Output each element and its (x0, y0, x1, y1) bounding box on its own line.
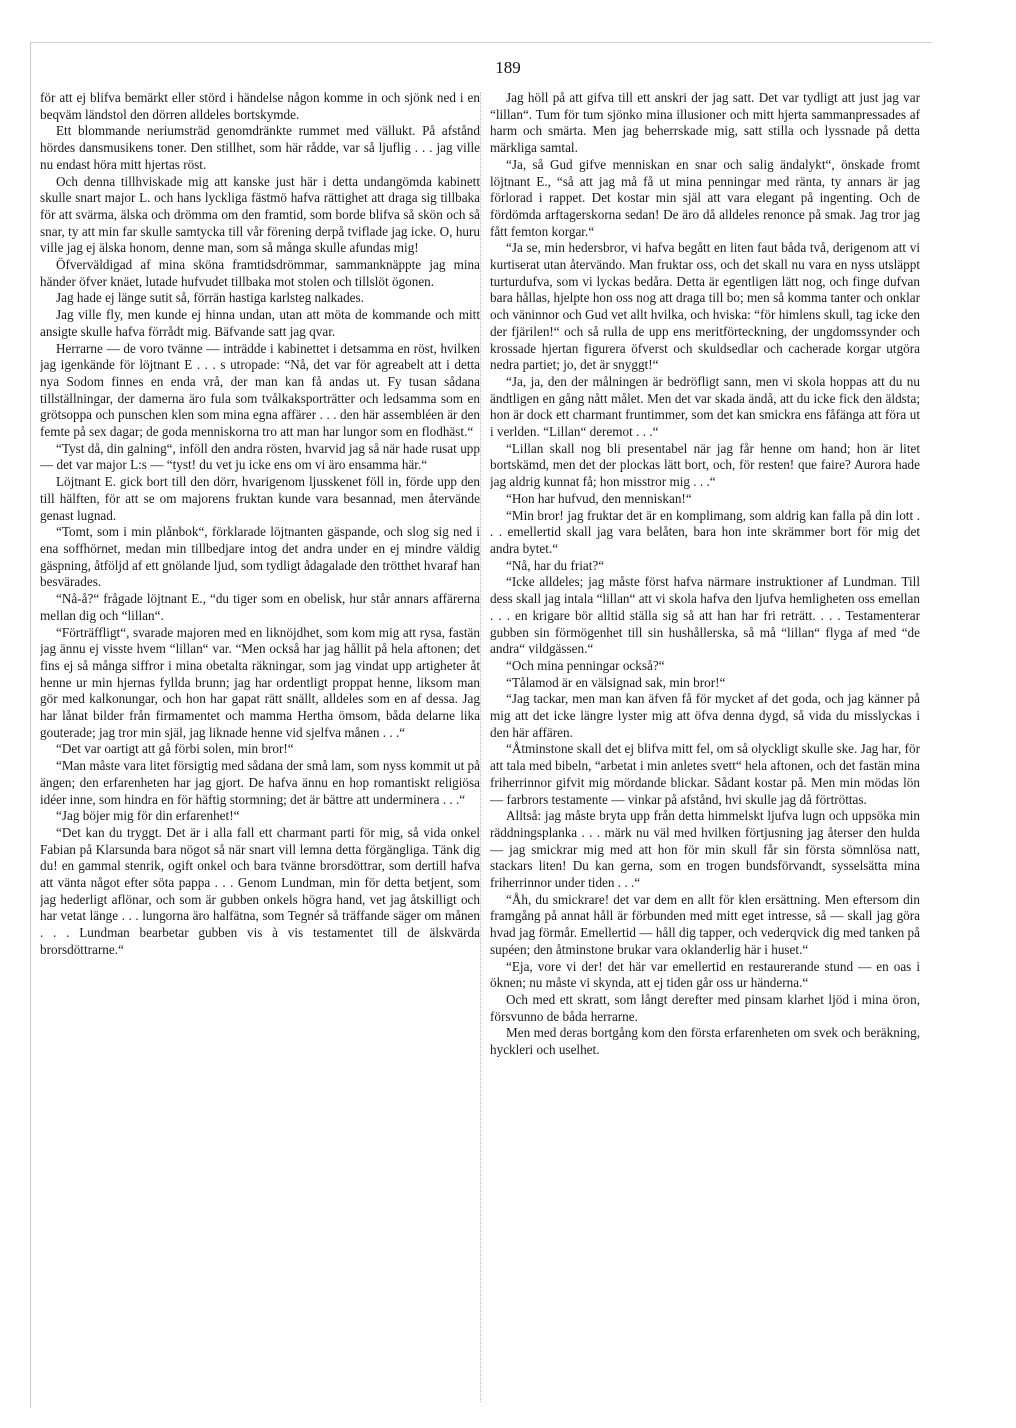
paragraph: Öfverväldigad af mina sköna framtidsdrömmar, sammanknäppte jag mina händer öfver knäet, lutade hufvudet tillbaka mot stolen och tillslöt ögonen. (40, 257, 480, 289)
paragraph: Men med deras bortgång kom den första erfarenheten om svek och beräkning, hyckleri och uselhet. (490, 1025, 920, 1058)
paragraph: “Hon har hufvud, den menniskan!“ (506, 490, 692, 506)
paragraph: “Nå, har du friat?“ (506, 557, 605, 573)
paragraph: för att ej blifva bemärkt eller störd i händelse någon komme in och sjönk ned i en beqväm ländstol den dörren alldeles bortskymde. (40, 90, 480, 122)
paragraph: “Ja, så Gud gifve menniskan en snar och salig ändalykt“, önskade fromt löjtnant E., “så att jag må få ut mina penningar med ränta, ty annars är jag förlorad i rappet. Det kostar min själ att vara elegant på ingenting. Och de fördömda arftagerskorna sedan! De äro då alldeles renonce på smak. Jag tror jag fått femton korgar.“ (490, 156, 920, 239)
paragraph: “Lillan skall nog bli presentabel när jag får henne om hand; hon är litet bortskämd, men det der plockas lätt bort, och, för resten! que faire? Aurora hade jag aldrig kunnat få; hon misstror mig . . .“ (490, 440, 920, 490)
paragraph: “Åtminstone skall det ej blifva mitt fel, om så olyckligt skulle ske. Jag har, för att tala med bibeln, “arbetat i min anletes svett“ hela aftonen, och det fastän mina friherrinnor gifvit mig mördande blickar. Sådant kostar på. Men min mödas lön — farbrors testamente — vinkar på afstånd, hvi skulle jag då förtröttas. (490, 741, 920, 807)
paragraph: “Min bror! jag fruktar det är en komplimang, som aldrig kan falla på din lott . . . emellertid skall jag vara belåten, bara hon inte skrämmer bort för mig det andra bytet.“ (490, 507, 920, 556)
right-column (490, 90, 920, 1410)
paragraph: Ett blommande neriumsträd genomdränkte rummet med vällukt. På afstånd hördes dansmusikens toner. Den stillhet, som här rådde, var så ljuflig . . . jag ville nu endast höra mitt hjertas röst. (40, 123, 480, 172)
left-column (40, 90, 480, 1410)
paragraph: “Tyst då, din galning“, inföll den andra rösten, hvarvid jag så när hade rusat upp — det var major L:s — “tyst! du vet ju icke ens om vi äro ensamma här.“ (40, 440, 480, 473)
paragraph: “Eja, vore vi der! det här var emellertid en restaurerande stund — en oas i öknen; nu måste vi skynda, att ej tiden går oss ur händerna.“ (490, 958, 920, 991)
paragraph: Alltså: jag måste bryta upp från detta himmelskt ljufva lugn och uppsöka min räddningsplanka . . . märk nu väl med hvilken förtjusning jag återser den hulda — jag smickrar mig med att hon för min skull får sin första sömnlösa natt, stackars liten! Du kan gerna, som en trogen bundsförvandt, sysselsätta mina friherrinnor under tiden . . .“ (490, 808, 920, 891)
paragraph: “Man måste vara litet försigtig med sådana der små lam, som nyss kommit ut på ängen; den erfarenheten har jag gjort. De hafva ännu en hop romantiskt religiösa idéer inne, som hindra en för häftig stormning; det är bättre att underminera . . .“ (40, 758, 480, 807)
paragraph: Löjtnant E. gick bort till den dörr, hvarigenom ljusskenet föll in, förde upp den till hälften, för att se om majorens fruktan kunde vara besannad, men återvände genast lugnad. (40, 474, 480, 523)
paragraph: “Förträffligt“, svarade majoren med en liknöjdhet, som kom mig att rysa, fastän jag ännu ej visste hvem “lillan“ var. “Men också har jag hållit på hela aftonen; det fins ej så många siffror i mina obetalta räkningar, som jag vindat upp artigheter åt henne ur min hjernas fyllda brunn; jag har ordentligt proppat henne, liksom man gör med kalkonungar, och hon har gapat rätt snällt, alldeles som en af dessa. Jag har lånat bilder från firmamentet och mamma Hertha ömsom, båda delarne lika gouterade; jag tror min själ, jag liknade henne vid sjelfva månen . . .“ (40, 624, 480, 740)
paragraph: “Ja se, min hedersbror, vi hafva begått en liten faut båda två, derigenom att vi kurtiserat utan återvändo. Man fruktar oss, och det skall nu vara en nyss utsläppt turturdufva, som vi lyckas bedåra. Detta är egentligen lätt nog, och finge dufvan bara hållas, hjelpte hon oss nog att draga till bo; men så komma tanter och onklar och väninnor och Gud vet allt hvilka, och hviska: “för himlens skull, tag icke den der fjärilen!“ och så rulla de upp ens meritförteckning, der ungdomssynder och krossade hjertan figurera öfverst och skuldsedlar och cacherade korgar utgöra nedra partiet; jo, det är snyggt!“ (490, 240, 920, 373)
paragraph: Jag ville fly, men kunde ej hinna undan, utan att möta de kommande och mitt ansigte skulle hafva förrådt mig. Bäfvande satt jag qvar. (40, 307, 480, 339)
paragraph: “Ja, ja, den der målningen är bedröfligt sann, men vi skola hoppas att du nu ändtligen en gång nått målet. Men det var skada ändå, att du icke fick den äldsta; hon är dock ett charmant fruntimmer, som det kan smickra ens fåfänga att föra ut i verlden. “Lillan“ deremot . . .“ (490, 373, 920, 440)
page-number: 189 (495, 58, 521, 77)
paragraph: “Och mina penningar också?“ (506, 657, 665, 673)
column-divider (480, 92, 482, 1402)
paragraph: “Tomt, som i min plånbok“, förklarade löjtnanten gäspande, och slog sig ned i ena soffhörnet, medan min tillbedjare intog det andra under en ej mindre väldig gäspning, åtföljd af ett gnölande ljud, som tydligt ådagalade den trötthet hvaraf han besvärades. (40, 524, 480, 590)
paragraph: “Det var oartigt att gå förbi solen, min bror!“ (56, 741, 294, 757)
paragraph: “Icke alldeles; jag måste först hafva närmare instruktioner af Lundman. Till dess skall jag intala “lillan“ att vi skola hafva den ljufva hemligheten oss emellan . . . en krigare bör alltid ställa sig så att han har fri reträtt. . . . Testamenterar gubben sin förmögenhet till sin hushållerska, så må “lillan“ flyga af med “de andra“ vildgässen.“ (490, 574, 920, 657)
paragraph: Och med ett skratt, som långt derefter med pinsam klarhet ljöd i mina öron, försvunno de båda herrarne. (490, 991, 920, 1024)
paragraph: “Det kan du tryggt. Det är i alla fall ett charmant parti för mig, så vida onkel Fabian på Klarsunda bara nögot så när snart vill lemna detta förgängliga. Tänk dig du! en gammal stenrik, ogift onkel och bara tvänne brorsdöttrar, som dertill hafva att vänta något efter söta pappa . . . Genom Lundman, min för detta betjent, som jag hederligt aflönar, och som är gubben onkels högra hand, vet jag åtskilligt och har vetat länge . . . lungorna äro halfätna, som Tegnér så träffande säger om månen . . . Lundman bearbetar gubben vis à vis testamentet till de älskvärda brorsdöttrarne.“ (40, 824, 480, 957)
paragraph: “Nå-å?“ frågade löjtnant E., “du tiger som en obelisk, hur står annars affärerna mellan dig och “lillan“. (40, 591, 480, 623)
paragraph: “Åh, du smickrare! det var dem en allt för klen ersättning. Men eftersom din framgång på annat håll är förbunden med mitt eget intresse, så — skall jag göra hvad jag förmår. Emellertid — håll dig tapper, och vederqvick dig med tanken på supéen; den åtminstone brukar vara oklanderlig här i huset.“ (490, 891, 920, 957)
paragraph: Jag hade ej länge sutit så, förrän hastiga karlsteg nalkades. (56, 290, 364, 306)
paragraph: Herrarne — de voro tvänne — inträdde i kabinettet i detsamma en röst, hvilken jag igenkände för löjtnant E . . . s utropade: “Nå, det var för agreabelt att i detta nya Sodom finnes en enda vrå, der man kan få andas ut. Fy tusan sådana tillställningar, der damerna äro fula som tvålkaksporträtter och ledsamma som en grötsoppa och punschen klen som mina egna affärer . . . den här assembléen är den femte på sex dagar; de goda menniskorna tro att man har lungor som en flodhäst.“ (40, 340, 480, 440)
paragraph: Jag höll på att gifva till ett anskri der jag satt. Det var tydligt att just jag var “lillan“. Tum för tum sjönko mina illusioner och mitt hjerta sammanpressades af harm och smärta. Men jag beherrskade mig, satt stilla och lyssnade på detta märkliga samtal. (490, 90, 920, 156)
paragraph: “Jag böjer mig för din erfarenhet!“ (56, 808, 240, 824)
paragraph: “Tålamod är en välsignad sak, min bror!“ (506, 674, 726, 690)
paragraph: Och denna tillhviskade mig att kanske just här i detta undangömda kabinett skulle snart major L. och hans lyckliga fästmö hafva rättighet att draga sig tillbaka för att svärma, älska och drömma om den framtid, som borde blifva så skön och så snar, ty att min far skulle samtycka till vår förening derpå tviflade jag icke. O, huru ville jag ej älska honom, denne man, som så många skulle afundas mig! (40, 173, 480, 256)
paragraph: “Jag tackar, men man kan äfven få för mycket af det goda, och jag känner på mig att det icke längre lyster mig att öfva denna dygd, så vida du misslyckas i den här affären. (490, 691, 920, 740)
